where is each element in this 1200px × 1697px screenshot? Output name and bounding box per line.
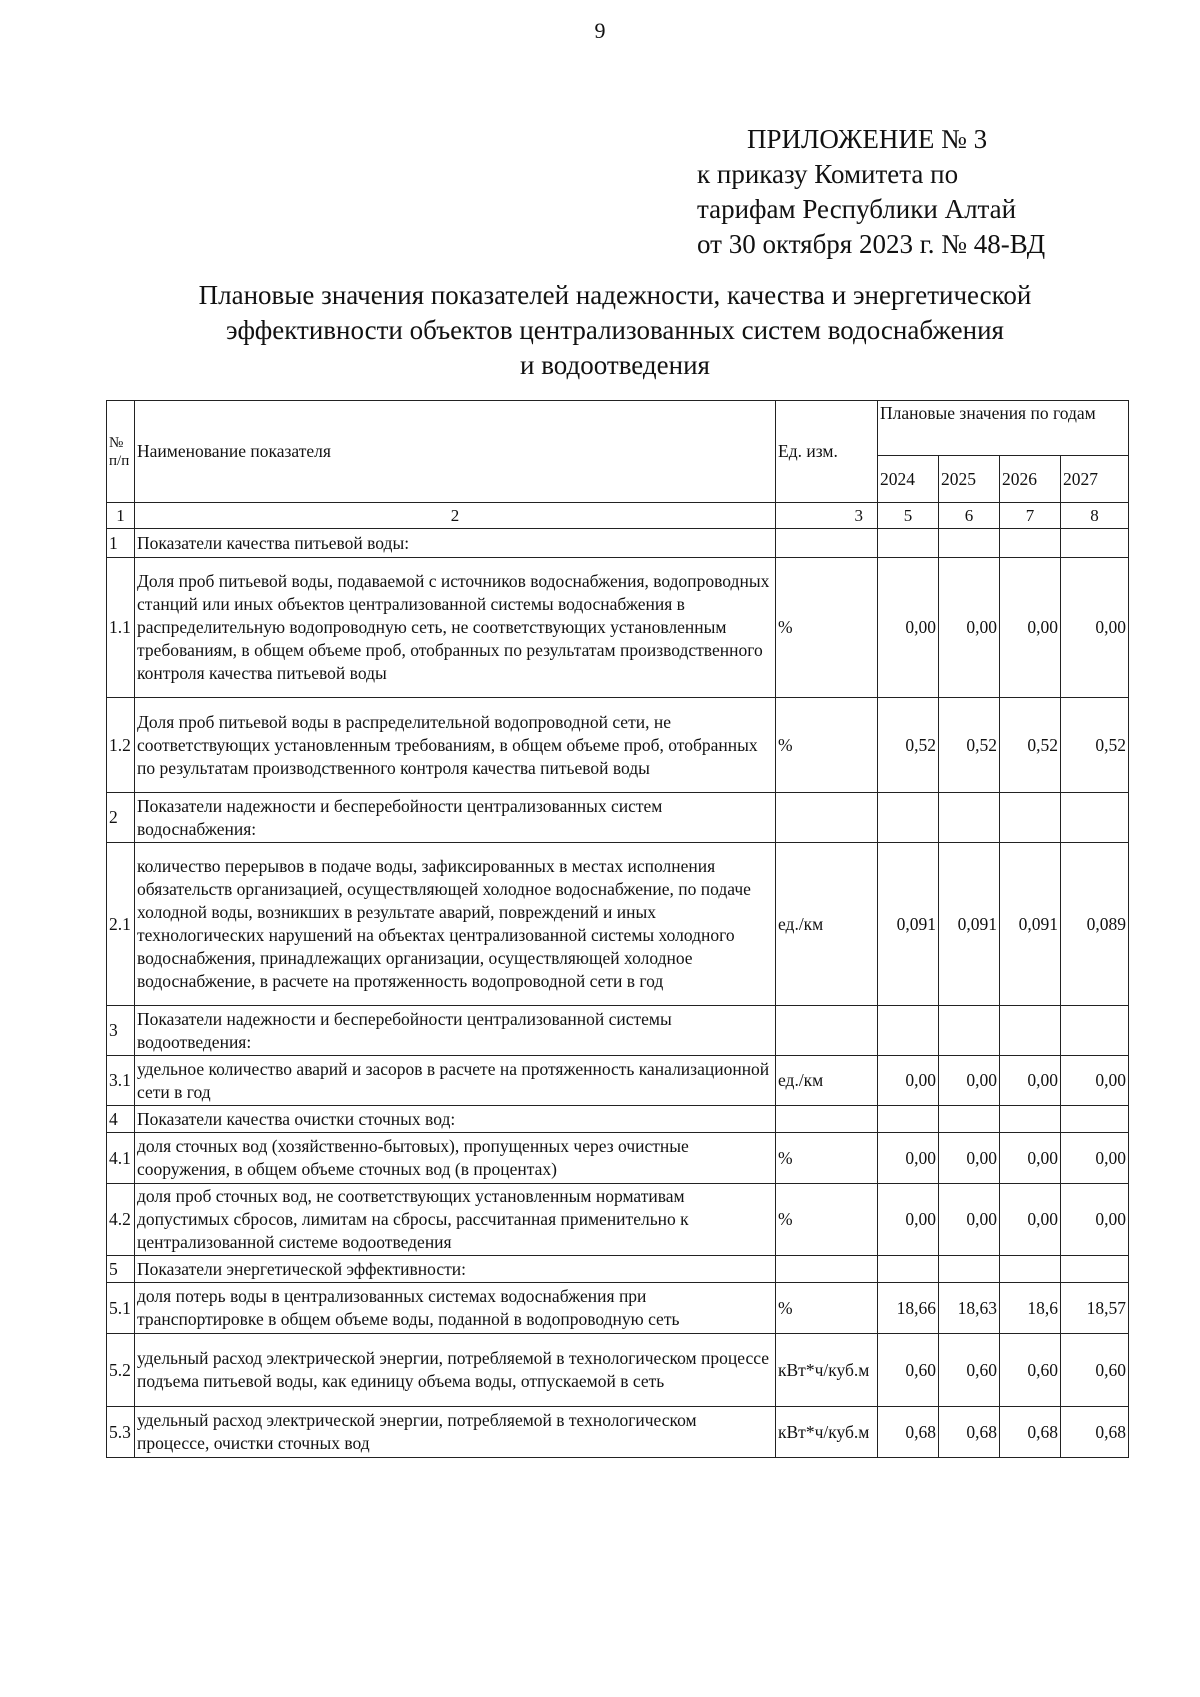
value-cell: 0,00 xyxy=(1000,1184,1061,1256)
row-number: 1 xyxy=(107,529,135,558)
row-number: 5.1 xyxy=(107,1283,135,1334)
header-planned-values: Плановые значения по годам xyxy=(878,401,1129,456)
table-row xyxy=(107,1056,1129,1106)
column-index-row xyxy=(107,503,1129,529)
unit-cell: кВт*ч/куб.м xyxy=(776,1407,878,1458)
appendix-title: ПРИЛОЖЕНИЕ № 3 xyxy=(747,124,988,154)
value-cell xyxy=(939,793,1000,843)
value-cell: 0,00 xyxy=(878,1184,939,1256)
value-cell xyxy=(878,1006,939,1056)
header-num: № п/п xyxy=(107,401,135,503)
header-name: Наименование показателя xyxy=(135,401,776,503)
header-year: 2027 xyxy=(1061,456,1129,503)
row-number: 2.1 xyxy=(107,843,135,1006)
table-row xyxy=(107,1407,1129,1458)
column-index: 8 xyxy=(1061,503,1129,529)
value-cell: 0,52 xyxy=(1061,698,1129,793)
column-index: 7 xyxy=(1000,503,1061,529)
unit-cell xyxy=(776,1006,878,1056)
indicator-name: удельный расход электрической энергии, потребляемой в технологическом процессе подъема питьевой воды, как единицу объема воды, отпускаемой в сеть xyxy=(135,1334,776,1407)
section-title: Показатели надежности и бесперебойности централизованных систем водоснабжения: xyxy=(135,793,776,843)
value-cell xyxy=(1000,1006,1061,1056)
row-number: 1.2 xyxy=(107,698,135,793)
value-cell: 0,091 xyxy=(939,843,1000,1006)
value-cell: 0,00 xyxy=(878,1056,939,1106)
value-cell xyxy=(878,793,939,843)
value-cell: 18,66 xyxy=(878,1283,939,1334)
indicator-name: Доля проб питьевой воды в распределительной водопроводной сети, не соответствующих установленным требованиям, в общем объеме проб, отобранных по результатам производственного контроля качества питьевой воды xyxy=(135,698,776,793)
appendix-header xyxy=(697,122,1046,262)
unit-cell: % xyxy=(776,1184,878,1256)
header-unit: Ед. изм. xyxy=(776,401,878,503)
table-row xyxy=(107,843,1129,1006)
value-cell xyxy=(1061,1006,1129,1056)
unit-cell: % xyxy=(776,1283,878,1334)
value-cell: 0,00 xyxy=(1000,1133,1061,1184)
value-cell: 0,00 xyxy=(939,1184,1000,1256)
value-cell xyxy=(878,1256,939,1283)
row-number: 4.1 xyxy=(107,1133,135,1184)
table-row xyxy=(107,1184,1129,1256)
value-cell: 0,60 xyxy=(939,1334,1000,1407)
value-cell xyxy=(1061,529,1129,558)
unit-cell xyxy=(776,1256,878,1283)
row-number: 5 xyxy=(107,1256,135,1283)
value-cell: 0,52 xyxy=(878,698,939,793)
value-cell: 0,091 xyxy=(878,843,939,1006)
table-row xyxy=(107,1283,1129,1334)
unit-cell: % xyxy=(776,558,878,698)
value-cell: 0,00 xyxy=(1061,1184,1129,1256)
indicator-name: доля проб сточных вод, не соответствующих установленным нормативам допустимых сбросов, лимитам на сбросы, рассчитанная применительно к централизованной системе водоотведения xyxy=(135,1184,776,1256)
header-year: 2024 xyxy=(878,456,939,503)
value-cell: 0,00 xyxy=(1061,1133,1129,1184)
value-cell xyxy=(1000,529,1061,558)
unit-cell xyxy=(776,1106,878,1133)
column-index: 2 xyxy=(135,503,776,529)
title-line-3: и водоотведения xyxy=(520,350,710,380)
row-number: 5.3 xyxy=(107,1407,135,1458)
table-row xyxy=(107,529,1129,558)
row-number: 3 xyxy=(107,1006,135,1056)
value-cell xyxy=(1000,1256,1061,1283)
value-cell xyxy=(878,529,939,558)
indicator-name: Доля проб питьевой воды, подаваемой с источников водоснабжения, водопроводных станций или иных объектов централизованной системы водоснабжения в распределительную водопроводную сеть, не соответствующих установленным требованиям, в общем объеме проб, отобранных по результатам производственного контроля качества питьевой воды xyxy=(135,558,776,698)
header-row xyxy=(107,401,1129,456)
value-cell xyxy=(878,1106,939,1133)
value-cell: 0,00 xyxy=(1061,558,1129,698)
section-title: Показатели качества очистки сточных вод: xyxy=(135,1106,776,1133)
value-cell: 0,00 xyxy=(939,558,1000,698)
value-cell: 0,68 xyxy=(1000,1407,1061,1458)
value-cell: 0,00 xyxy=(1061,1056,1129,1106)
unit-cell: ед./км xyxy=(776,843,878,1006)
table-row xyxy=(107,558,1129,698)
value-cell: 18,63 xyxy=(939,1283,1000,1334)
table-row xyxy=(107,1133,1129,1184)
value-cell: 0,091 xyxy=(1000,843,1061,1006)
value-cell: 0,52 xyxy=(1000,698,1061,793)
row-number: 1.1 xyxy=(107,558,135,698)
value-cell: 0,52 xyxy=(939,698,1000,793)
value-cell xyxy=(1000,793,1061,843)
value-cell xyxy=(1061,1256,1129,1283)
indicator-name: удельное количество аварий и засоров в расчете на протяженность канализационной сети в год xyxy=(135,1056,776,1106)
indicator-name: доля потерь воды в централизованных системах водоснабжения при транспортировке в общем объеме воды, поданной в водопроводную сеть xyxy=(135,1283,776,1334)
value-cell: 0,00 xyxy=(1000,558,1061,698)
value-cell: 0,00 xyxy=(1000,1056,1061,1106)
title-line-1: Плановые значения показателей надежности, качества и энергетической xyxy=(198,280,1032,310)
indicator-name: доля сточных вод (хозяйственно-бытовых), пропущенных через очистные сооружения, в общем объеме сточных вод (в процентах) xyxy=(135,1133,776,1184)
unit-cell: % xyxy=(776,698,878,793)
value-cell xyxy=(1061,1106,1129,1133)
column-index: 6 xyxy=(939,503,1000,529)
value-cell: 0,00 xyxy=(878,1133,939,1184)
value-cell: 0,089 xyxy=(1061,843,1129,1006)
column-index: 1 xyxy=(107,503,135,529)
title-line-2: эффективности объектов централизованных систем водоснабжения xyxy=(226,315,1004,345)
row-number: 3.1 xyxy=(107,1056,135,1106)
row-number: 2 xyxy=(107,793,135,843)
section-title: Показатели энергетической эффективности: xyxy=(135,1256,776,1283)
indicator-name: количество перерывов в подаче воды, зафиксированных в местах исполнения обязательств организацией, осуществляющей холодное водоснабжение, по подаче холодной воды, возникших в результате аварий, повреждений и иных технологических нарушений на объектах централизованной системы холодного водоснабжения, принадлежащих организации, осуществляющей холодное водоснабжение, в расчете на протяженность водопроводной сети в год xyxy=(135,843,776,1006)
indicators-table xyxy=(106,400,1129,1458)
value-cell: 0,60 xyxy=(1000,1334,1061,1407)
table-row xyxy=(107,1006,1129,1056)
value-cell xyxy=(1061,793,1129,843)
value-cell: 0,60 xyxy=(1061,1334,1129,1407)
section-title: Показатели надежности и бесперебойности централизованной системы водоотведения: xyxy=(135,1006,776,1056)
value-cell: 0,00 xyxy=(878,558,939,698)
value-cell xyxy=(1000,1106,1061,1133)
appendix-committee-line: тарифам Республики Алтай xyxy=(697,194,1017,224)
unit-cell: ед./км xyxy=(776,1056,878,1106)
table-row xyxy=(107,793,1129,843)
value-cell: 0,00 xyxy=(939,1133,1000,1184)
unit-cell xyxy=(776,793,878,843)
indicator-name: удельный расход электрической энергии, потребляемой в технологическом процессе, очистки сточных вод xyxy=(135,1407,776,1458)
value-cell: 18,57 xyxy=(1061,1283,1129,1334)
column-index: 5 xyxy=(878,503,939,529)
appendix-date-line: от 30 октября 2023 г. № 48-ВД xyxy=(697,229,1046,259)
value-cell: 0,68 xyxy=(1061,1407,1129,1458)
unit-cell: % xyxy=(776,1133,878,1184)
header-year: 2026 xyxy=(1000,456,1061,503)
table-row xyxy=(107,1256,1129,1283)
value-cell: 0,60 xyxy=(878,1334,939,1407)
value-cell xyxy=(939,1006,1000,1056)
unit-cell xyxy=(776,529,878,558)
value-cell xyxy=(939,529,1000,558)
section-title: Показатели качества питьевой воды: xyxy=(135,529,776,558)
value-cell: 18,6 xyxy=(1000,1283,1061,1334)
column-index: 3 xyxy=(776,503,878,529)
table-row xyxy=(107,1334,1129,1407)
value-cell: 0,68 xyxy=(878,1407,939,1458)
page-number: 9 xyxy=(594,18,606,43)
value-cell: 0,00 xyxy=(939,1056,1000,1106)
value-cell xyxy=(939,1256,1000,1283)
table-row xyxy=(107,1106,1129,1133)
row-number: 4 xyxy=(107,1106,135,1133)
row-number: 4.2 xyxy=(107,1184,135,1256)
document-title xyxy=(100,278,1130,383)
table-row xyxy=(107,698,1129,793)
row-number: 5.2 xyxy=(107,1334,135,1407)
unit-cell: кВт*ч/куб.м xyxy=(776,1334,878,1407)
header-year: 2025 xyxy=(939,456,1000,503)
value-cell xyxy=(939,1106,1000,1133)
appendix-order-line: к приказу Комитета по xyxy=(697,159,959,189)
value-cell: 0,68 xyxy=(939,1407,1000,1458)
